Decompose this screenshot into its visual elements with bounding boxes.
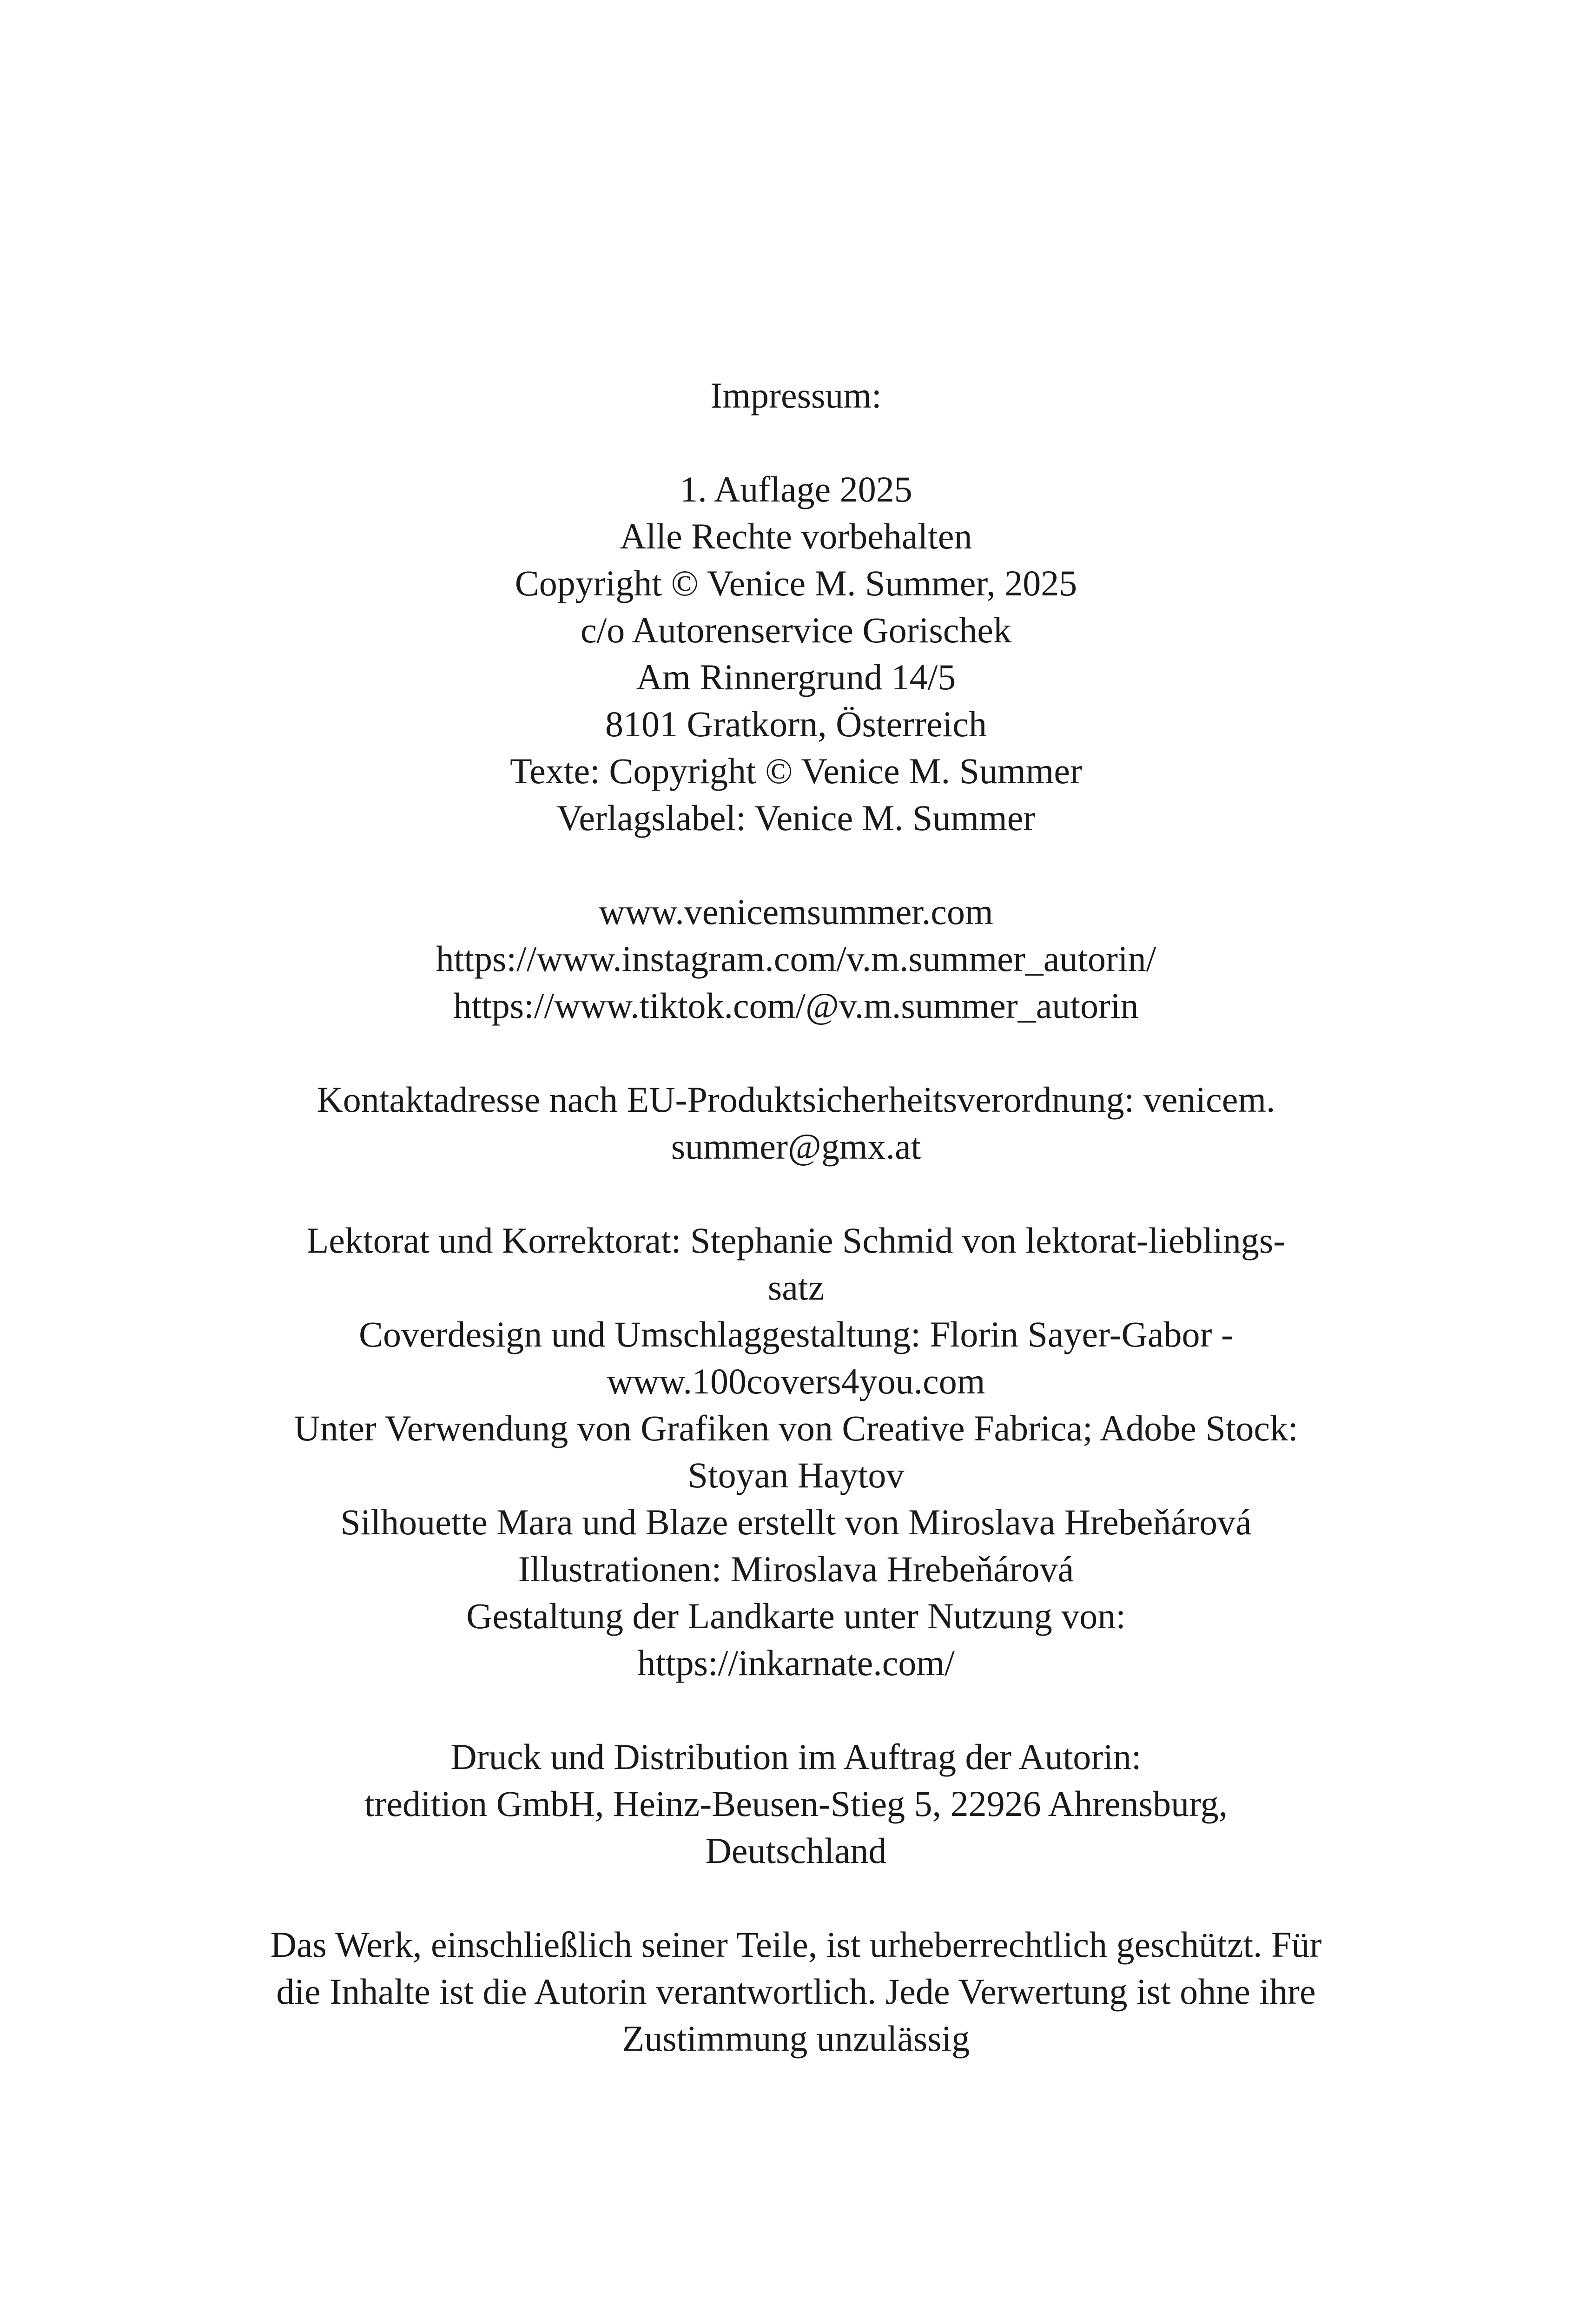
rights-block <box>0 1921 1592 2062</box>
credit-line: satz <box>767 1267 825 1307</box>
contact-line: Kontaktadresse nach EU-Produktsicherheitsverordnung: venicem. <box>317 1079 1275 1120</box>
address-line: Am Rinnergrund 14/5 <box>636 657 956 697</box>
credit-line: Lektorat und Korrektorat: Stephanie Schmid von lektorat-lieblings- <box>306 1220 1286 1261</box>
credit-line: Coverdesign und Umschlaggestaltung: Florin Sayer-Gabor - <box>359 1314 1233 1354</box>
contact-email[interactable]: summer@gmx.at <box>671 1126 921 1167</box>
printing-line: Druck und Distribution im Auftrag der Autorin: <box>450 1736 1142 1777</box>
printing-block <box>0 1733 1592 1874</box>
credit-link[interactable]: www.100covers4you.com <box>607 1361 985 1401</box>
rights-line: die Inhalte ist die Autorin verantwortlich. Jede Verwertung ist ohne ihre <box>276 1971 1316 2012</box>
spacer <box>0 841 1592 888</box>
credits-block <box>0 1217 1592 1686</box>
publisher-label-line: Verlagslabel: Venice M. Summer <box>556 798 1036 838</box>
printing-line: Deutschland <box>705 1830 887 1871</box>
rights-line: Das Werk, einschließlich seiner Teile, ist urheberrechtlich geschützt. Für <box>270 1924 1322 1965</box>
text-copyright-line: Texte: Copyright © Venice M. Summer <box>510 751 1082 791</box>
credit-link[interactable]: https://inkarnate.com/ <box>637 1643 955 1683</box>
tiktok-link[interactable]: https://www.tiktok.com/@v.m.summer_autorin <box>453 985 1139 1026</box>
spacer <box>0 1170 1592 1217</box>
credit-line: Unter Verwendung von Grafiken von Creative Fabrica; Adobe Stock: <box>294 1408 1298 1448</box>
rights-reserved-line: Alle Rechte vorbehalten <box>620 516 972 556</box>
links-block <box>0 888 1592 1029</box>
copyright-line: Copyright © Venice M. Summer, 2025 <box>515 563 1077 603</box>
credit-line: Illustrationen: Miroslava Hrebeňárová <box>518 1549 1074 1589</box>
imprint-section <box>0 372 1592 2062</box>
rights-line: Zustimmung unzulässig <box>622 2018 970 2059</box>
address-line: c/o Autorenservice Gorischek <box>580 610 1011 650</box>
edition-block <box>0 466 1592 841</box>
website-link[interactable]: www.venicemsummer.com <box>599 891 993 932</box>
spacer <box>0 419 1592 466</box>
contact-block <box>0 1076 1592 1170</box>
credit-line: Gestaltung der Landkarte unter Nutzung von: <box>466 1596 1126 1636</box>
spacer <box>0 1686 1592 1733</box>
instagram-link[interactable]: https://www.instagram.com/v.m.summer_autorin/ <box>436 938 1156 979</box>
printing-line: tredition GmbH, Heinz-Beusen-Stieg 5, 22926 Ahrensburg, <box>364 1783 1228 1824</box>
spacer <box>0 1874 1592 1921</box>
address-line: 8101 Gratkorn, Österreich <box>605 704 987 744</box>
spacer <box>0 1029 1592 1076</box>
credit-line: Stoyan Haytov <box>687 1455 905 1495</box>
credit-line: Silhouette Mara und Blaze erstellt von Miroslava Hrebeňárová <box>340 1502 1252 1542</box>
imprint-heading: Impressum: <box>710 375 882 416</box>
edition-line: 1. Auflage 2025 <box>680 469 912 509</box>
